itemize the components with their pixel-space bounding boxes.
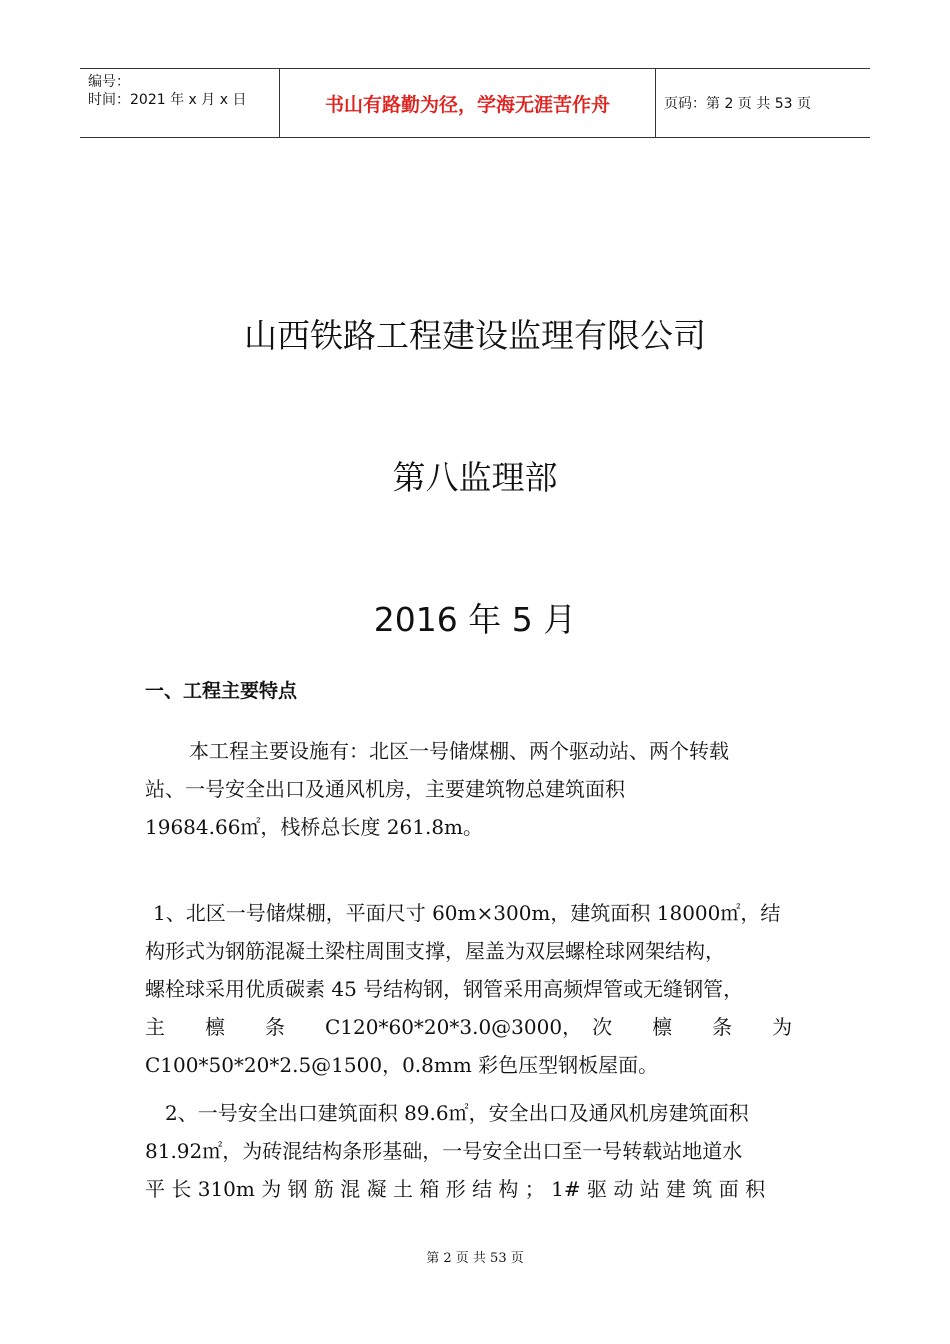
department-title: 第八监理部 [392,458,558,497]
number-label: 编号： [88,74,130,90]
header-page-info: 页码：第 2 页 共 53 页 [664,96,811,112]
paragraph-line: C100*50*20*2.5@1500，0.8mm 彩色压型钢板屋面。 [145,1053,659,1077]
page-header [80,68,870,138]
paragraph-item-2 [145,1094,807,1208]
company-title: 山西铁路工程建设监理有限公司 [244,316,706,355]
page-footer: 第 2 页 共 53 页 [426,1251,524,1266]
section-heading: 一、工程主要特点 [145,680,298,702]
paragraph-line: 构形式为钢筋混凝土梁柱周围支撑，屋盖为双层螺栓球网架结构， [145,939,725,963]
paragraph-line: 本工程主要设施有：北区一号储煤棚、两个驱动站、两个转载 [189,739,729,763]
header-motto: 书山有路勤为径，学海无涯苦作舟 [280,69,656,137]
paragraph-line: 81.92㎡，为砖混结构条形基础，一号安全出口至一号转载站地道水 [145,1139,743,1163]
paragraph-line: 2、一号安全出口建筑面积 89.6㎡，安全出口及通风机房建筑面积 [165,1101,749,1125]
paragraph-line: 站、一号安全出口及通风机房，主要建筑物总建筑面积 [145,777,625,801]
paragraph-overview [145,732,807,846]
time-label: 时间：2021 年 x 月 x 日 [88,92,247,108]
header-left-cell [80,69,280,137]
paragraph-line: 19684.66㎡，栈桥总长度 261.8m。 [145,815,484,839]
paragraph-line: 1、北区一号储煤棚，平面尺寸 60m×300m，建筑面积 18000㎡，结 [153,901,781,925]
date-title: 2016 年 5 月 [373,600,577,639]
paragraph-line: 螺栓球采用优质碳素 45 号结构钢，钢管采用高频焊管或无缝钢管， [145,977,744,1001]
paragraph-line: 主 檩 条 C120*60*20*3.0@3000， 次 檩 条 为 [145,1015,793,1039]
paragraph-line: 平 长 310m 为 钢 筋 混 凝 土 箱 形 结 构 ； 1# 驱 动 站 建 筑 面 积 [145,1177,766,1201]
paragraph-item-1 [145,894,807,1084]
